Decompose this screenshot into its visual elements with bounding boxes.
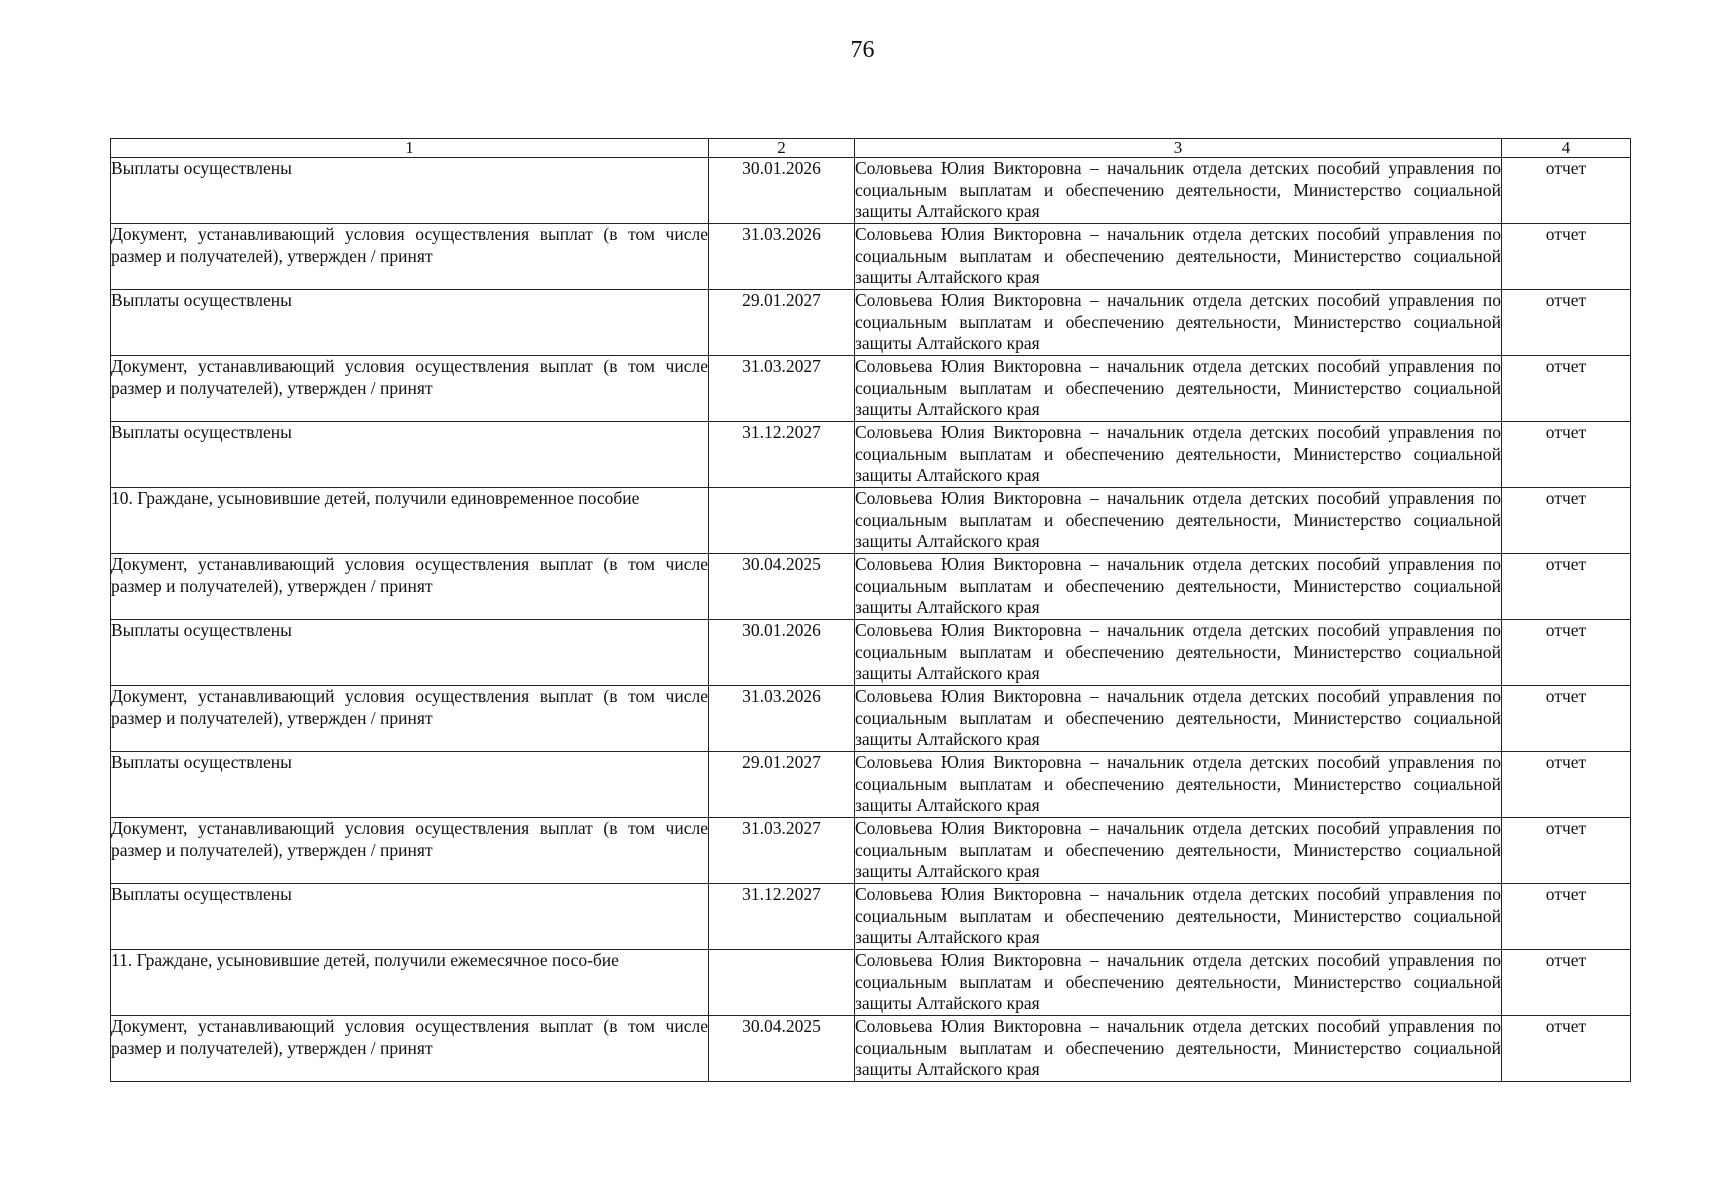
document-cell: отчет [1502, 554, 1631, 620]
responsible-cell: Соловьева Юлия Викторовна – начальник отдела детских пособий управления по социальным выплатам и обеспечению деятельности, Министерство социальной защиты Алтайского края [855, 950, 1502, 1016]
responsible-cell: Соловьева Юлия Викторовна – начальник отдела детских пособий управления по социальным выплатам и обеспечению деятельности, Министерство социальной защиты Алтайского края [855, 422, 1502, 488]
column-number-row [111, 139, 1631, 158]
table-row [111, 686, 1631, 752]
event-cell: 11. Граждане, усыновившие детей, получили ежемесячное посо-бие [111, 950, 709, 1016]
table-row [111, 554, 1631, 620]
document-cell: отчет [1502, 950, 1631, 1016]
document-cell: отчет [1502, 488, 1631, 554]
table-body [111, 139, 1631, 1082]
date-cell: 31.12.2027 [709, 422, 855, 488]
document-cell: отчет [1502, 818, 1631, 884]
document-cell: отчет [1502, 884, 1631, 950]
date-cell: 30.01.2026 [709, 158, 855, 224]
responsible-cell: Соловьева Юлия Викторовна – начальник отдела детских пособий управления по социальным выплатам и обеспечению деятельности, Министерство социальной защиты Алтайского края [855, 818, 1502, 884]
responsible-cell: Соловьева Юлия Викторовна – начальник отдела детских пособий управления по социальным выплатам и обеспечению деятельности, Министерство социальной защиты Алтайского края [855, 752, 1502, 818]
responsible-cell: Соловьева Юлия Викторовна – начальник отдела детских пособий управления по социальным выплатам и обеспечению деятельности, Министерство социальной защиты Алтайского края [855, 224, 1502, 290]
column-number: 2 [709, 139, 855, 158]
table-row [111, 818, 1631, 884]
table-row [111, 620, 1631, 686]
date-cell: 31.03.2027 [709, 356, 855, 422]
document-cell: отчет [1502, 686, 1631, 752]
responsible-cell: Соловьева Юлия Викторовна – начальник отдела детских пособий управления по социальным выплатам и обеспечению деятельности, Министерство социальной защиты Алтайского края [855, 356, 1502, 422]
responsible-cell: Соловьева Юлия Викторовна – начальник отдела детских пособий управления по социальным выплатам и обеспечению деятельности, Министерство социальной защиты Алтайского края [855, 290, 1502, 356]
table-row [111, 356, 1631, 422]
responsible-cell: Соловьева Юлия Викторовна – начальник отдела детских пособий управления по социальным выплатам и обеспечению деятельности, Министерство социальной защиты Алтайского края [855, 884, 1502, 950]
page-number: 76 [850, 37, 875, 63]
control-points-table [110, 138, 1631, 1082]
event-cell: Документ, устанавливающий условия осуществления выплат (в том числе размер и получателей), утвержден / принят [111, 356, 709, 422]
table-row [111, 158, 1631, 224]
responsible-cell: Соловьева Юлия Викторовна – начальник отдела детских пособий управления по социальным выплатам и обеспечению деятельности, Министерство социальной защиты Алтайского края [855, 686, 1502, 752]
date-cell: 29.01.2027 [709, 290, 855, 356]
event-cell: Документ, устанавливающий условия осуществления выплат (в том числе размер и получателей), утвержден / принят [111, 554, 709, 620]
event-cell: Выплаты осуществлены [111, 290, 709, 356]
event-cell: Выплаты осуществлены [111, 884, 709, 950]
event-cell: Выплаты осуществлены [111, 752, 709, 818]
event-cell: Выплаты осуществлены [111, 158, 709, 224]
responsible-cell: Соловьева Юлия Викторовна – начальник отдела детских пособий управления по социальным выплатам и обеспечению деятельности, Министерство социальной защиты Алтайского края [855, 554, 1502, 620]
document-cell: отчет [1502, 158, 1631, 224]
date-cell: 31.12.2027 [709, 884, 855, 950]
date-cell: 30.01.2026 [709, 620, 855, 686]
event-cell: Выплаты осуществлены [111, 422, 709, 488]
date-cell: 30.04.2025 [709, 1016, 855, 1082]
event-cell: 10. Граждане, усыновившие детей, получили единовременное пособие [111, 488, 709, 554]
event-cell: Выплаты осуществлены [111, 620, 709, 686]
document-cell: отчет [1502, 752, 1631, 818]
table-row [111, 752, 1631, 818]
column-number: 3 [855, 139, 1502, 158]
table-row [111, 224, 1631, 290]
date-cell: 30.04.2025 [709, 554, 855, 620]
document-cell: отчет [1502, 1016, 1631, 1082]
event-cell: Документ, устанавливающий условия осуществления выплат (в том числе размер и получателей), утвержден / принят [111, 224, 709, 290]
document-cell: отчет [1502, 422, 1631, 488]
column-number: 1 [111, 139, 709, 158]
date-cell: 31.03.2026 [709, 224, 855, 290]
document-cell: отчет [1502, 224, 1631, 290]
column-number: 4 [1502, 139, 1631, 158]
date-cell: 31.03.2026 [709, 686, 855, 752]
date-cell [709, 950, 855, 1016]
table-row [111, 290, 1631, 356]
responsible-cell: Соловьева Юлия Викторовна – начальник отдела детских пособий управления по социальным выплатам и обеспечению деятельности, Министерство социальной защиты Алтайского края [855, 488, 1502, 554]
table-row [111, 950, 1631, 1016]
table-row [111, 1016, 1631, 1082]
event-cell: Документ, устанавливающий условия осуществления выплат (в том числе размер и получателей), утвержден / принят [111, 1016, 709, 1082]
date-cell: 31.03.2027 [709, 818, 855, 884]
event-cell: Документ, устанавливающий условия осуществления выплат (в том числе размер и получателей), утвержден / принят [111, 686, 709, 752]
responsible-cell: Соловьева Юлия Викторовна – начальник отдела детских пособий управления по социальным выплатам и обеспечению деятельности, Министерство социальной защиты Алтайского края [855, 620, 1502, 686]
document-cell: отчет [1502, 620, 1631, 686]
document-cell: отчет [1502, 356, 1631, 422]
event-cell: Документ, устанавливающий условия осуществления выплат (в том числе размер и получателей), утвержден / принят [111, 818, 709, 884]
table-row [111, 884, 1631, 950]
date-cell: 29.01.2027 [709, 752, 855, 818]
responsible-cell: Соловьева Юлия Викторовна – начальник отдела детских пособий управления по социальным выплатам и обеспечению деятельности, Министерство социальной защиты Алтайского края [855, 158, 1502, 224]
table-row [111, 488, 1631, 554]
table-row [111, 422, 1631, 488]
document-cell: отчет [1502, 290, 1631, 356]
date-cell [709, 488, 855, 554]
responsible-cell: Соловьева Юлия Викторовна – начальник отдела детских пособий управления по социальным выплатам и обеспечению деятельности, Министерство социальной защиты Алтайского края [855, 1016, 1502, 1082]
